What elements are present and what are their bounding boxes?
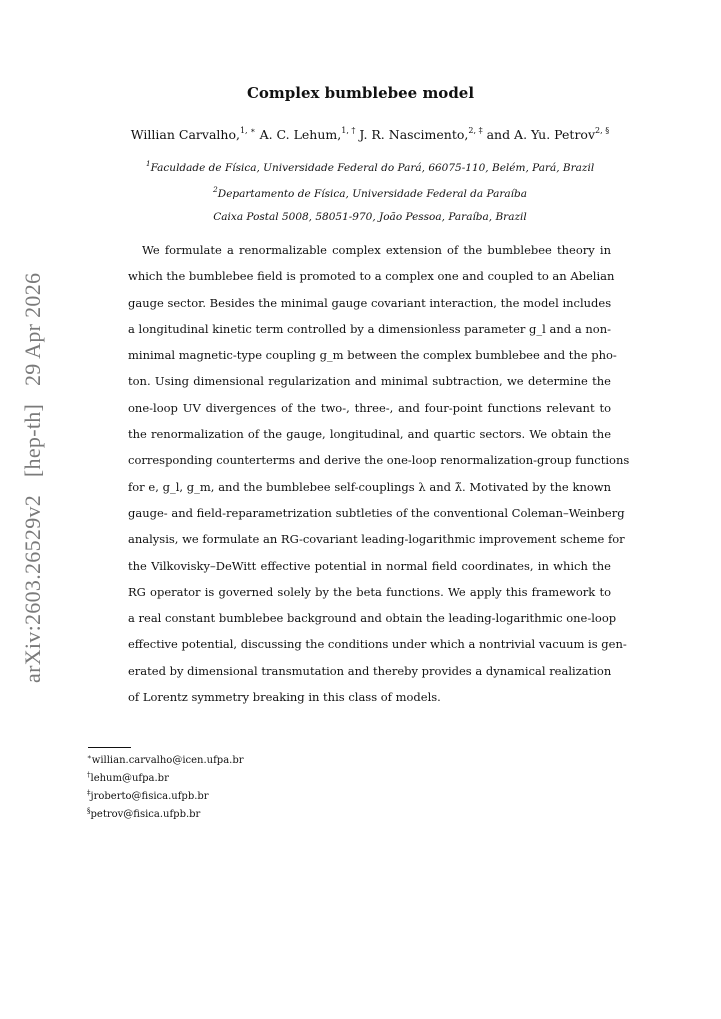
abstract-line: one-loop UV divergences of the two-, three-, and four-point functions relevant to — [128, 400, 611, 415]
arxiv-category: [hep-th] — [20, 403, 45, 478]
affiliation-text: Faculdade de Física, Universidade Federal do Pará, 66075-110, Belém, Pará, Brazil — [150, 162, 595, 174]
abstract-line: RG operator is governed solely by the beta functions. We apply this framework to — [128, 584, 611, 599]
abstract-line: the Vilkovisky–DeWitt effective potential in normal field coordinates, in which the — [128, 558, 611, 573]
footnote-mark: ∗ — [87, 753, 92, 761]
footnote-email: jroberto@fisica.ufpb.br — [90, 791, 209, 802]
author-name: and A. Yu. Petrov — [486, 127, 596, 142]
footnote — [87, 771, 169, 784]
footnote-email: willian.carvalho@icen.ufpa.br — [91, 755, 244, 766]
footnote-email: lehum@ufpa.br — [90, 773, 169, 784]
abstract-line: for e, g_l, g_m, and the bumblebee self-couplings λ and λ̃. Motivated by the known — [128, 479, 611, 494]
author-affiliation-mark: 2, ‡ — [468, 126, 483, 135]
author-name: A. C. Lehum, — [259, 127, 342, 142]
author-affiliation-mark: 2, § — [595, 126, 610, 135]
abstract-line: corresponding counterterms and derive the one-loop renormalization-group functions — [128, 453, 630, 468]
author-name: Willian Carvalho, — [130, 127, 240, 142]
paper-title: Complex bumblebee model — [246, 84, 475, 102]
abstract-line: of Lorentz symmetry breaking in this class of models. — [128, 690, 441, 705]
author-list — [0, 126, 721, 142]
arxiv-date: 29 Apr 2026 — [20, 272, 45, 386]
footnote — [87, 807, 200, 820]
abstract-line: We formulate a renormalizable complex extension of the bumblebee theory in — [142, 243, 611, 257]
arxiv-sidebar-stamp — [20, 261, 46, 683]
affiliation-mark: 2 — [213, 185, 218, 194]
footnote-rule — [88, 747, 131, 748]
footnote — [87, 789, 209, 802]
footnote-mark: † — [87, 771, 91, 779]
footnote-mark: § — [87, 807, 91, 815]
affiliation-text: Caixa Postal 5008, 58051-970, João Pessoa, Paraíba, Brazil — [213, 211, 527, 223]
footnote — [87, 753, 244, 766]
footnote-email: petrov@fisica.ufpb.br — [90, 809, 201, 820]
affiliation — [0, 159, 721, 174]
arxiv-id: arXiv:2603.26529v2 — [20, 494, 45, 683]
abstract-line: a real constant bumblebee background and obtain the leading-logarithmic one-loop — [128, 611, 617, 626]
affiliation — [0, 185, 721, 200]
affiliation-text: Departamento de Física, Universidade Federal da Paraíba — [217, 188, 527, 200]
abstract-line: minimal magnetic-type coupling g_m between the complex bumblebee and the pho- — [128, 348, 617, 363]
abstract-line: erated by dimensional transmutation and thereby provides a dynamical realization — [128, 663, 612, 678]
footnote-mark: ‡ — [87, 789, 91, 797]
abstract-line: the renormalization of the gauge, longitudinal, and quartic sectors. We obtain the — [128, 427, 611, 442]
abstract-line: effective potential, discussing the conditions under which a nontrivial vacuum is gen- — [128, 637, 627, 652]
affiliation-mark: 1 — [145, 159, 151, 168]
abstract-line: gauge- and field-reparametrization subtleties of the conventional Coleman–Weinberg — [128, 505, 625, 520]
abstract-line: gauge sector. Besides the minimal gauge covariant interaction, the model includes — [128, 295, 612, 310]
affiliation — [0, 211, 721, 223]
abstract-line: ton. Using dimensional regularization and minimal subtraction, we determine the — [128, 374, 611, 389]
abstract-line: which the bumblebee field is promoted to a complex one and coupled to an Abelian — [128, 269, 615, 284]
author-affiliation-mark: 1, † — [341, 126, 356, 135]
abstract-line: analysis, we formulate an RG-covariant leading-logarithmic improvement scheme for — [128, 532, 625, 547]
author-affiliation-mark: 1, ∗ — [239, 126, 256, 135]
abstract-line: a longitudinal kinetic term controlled by a dimensionless parameter g_l and a non- — [128, 321, 611, 336]
author-name: J. R. Nascimento, — [359, 127, 469, 142]
abstract — [128, 237, 630, 710]
